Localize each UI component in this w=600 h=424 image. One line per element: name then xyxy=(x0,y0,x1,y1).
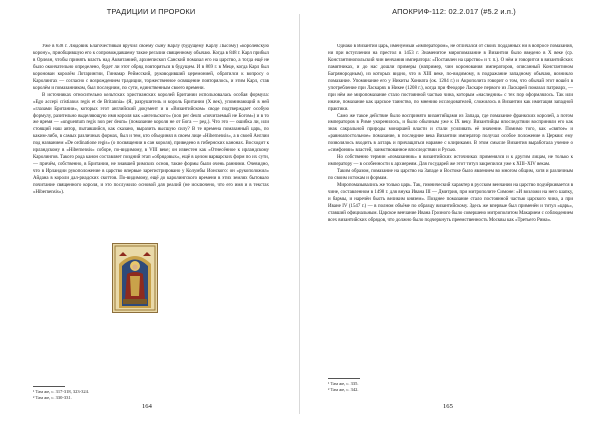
running-header-right: АПОКРИФ-112: 02.2.017 (#5.2 и.п.) xyxy=(392,7,516,16)
right-paragraph-1: Однако в Византии царь, именуемый «императором», не отличался от своих подданных ни в вопросе помазания, ни при вступлении на престол в 1453 г. Знаменитое миропомазание в Византии было введено в X веке (ср. Константинопольский чин венчания императора: «Поставлен на царство» и т. п.). О нём и говорится в византийских памятниках, и до нас дошли примеры (например, чин коронования императоров, описанный Константином Багрянородным), из которых видно, что в XIII веке, по-видимому, в подражание западному обычаю, возникло помазание. Упоминание его у Никиты Хониата (ок. 1204 г.) и Акрополита говорит о том, что обычай этот вошёл в употребление при Ласкарях в Никее (1208 г.), когда при Феодоре Ласкаре первого из Ласкарей помазал патриарх, — при нём же миропомазание стало постоянной частью чина, которым «наследник» с тех пор оформлялось. Так или иначе, помазание как царское таинство, по мнению исследователей, сложилось в Византии как имитация западной практики. xyxy=(328,44,573,112)
icon-painting-icon xyxy=(113,244,157,312)
right-paragraph-4: Таким образом, помазание на царство на Западе и Востоке было явлением во многом общим, хотя и различным по своим истокам и формам. xyxy=(328,169,573,182)
left-body-text xyxy=(33,44,269,240)
left-footnotes xyxy=(33,389,153,401)
footnote: ¹ Там же, с. 317-318, 323-324. xyxy=(33,389,89,394)
page-number-left: 164 xyxy=(142,403,152,410)
illustration-icon-painting xyxy=(112,243,158,313)
left-paragraph-1: Уже в 838 г. Людовик Благочестивый вручил своему сыну Карлу (будущему Карлу Лысому) «королевскую корону», приобщившую его к сопровождавшему такие регалии священному обычаю. Когда в 848 г. Карл прибыл в Орлеан, чтобы принять власть над Аквитанией, архиепископ Санский помазал его на царство, а тогда ещё не было окончательно определено, будет ли этот обряд повторяться в будущем. И в 869 г. в Меце, когда Карл был коронован королём Лотарингии, Гинкмар Реймсский, руководивший церемонией, обратился к вопросу о Каролингах — согласно с возрождением традиции, торжественное освящение повторялось, и этим Карл, став королём и помазанником, был последним, по сути, единственным своего времени. xyxy=(33,44,269,91)
footnote: ¹ Там же, с. 335. xyxy=(328,381,359,386)
footnote: ² Там же, с. 342. xyxy=(328,387,359,393)
footnote: ² Там же, с. 330-331. xyxy=(33,395,72,401)
right-body-text xyxy=(328,44,573,369)
right-paragraph-2: Само же такое действие было воспринято византийцами из Запада, где помазание франкских королей, а потом императоров в Риме укоренилось, и было обычным уже к IX веку. Византийцы впоследствии восприняли его как знак сакральной природы монаршей власти и стали усиливать её значение. Помимо того, как «святое» и «равноапостольное» помазание, в последние века Византии император получал особое положение в Церкви: ему позволялось входить в алтарь и причащаться наравне с клириками. В этом смысле Византия выработала учение о «симфонии» властей, заимствованное впоследствии и Русью. xyxy=(328,113,573,154)
footnote-rule-left xyxy=(33,386,65,387)
footnote-rule-right xyxy=(328,378,360,379)
right-paragraph-5: Миропомазывались же только царь. Так, гимнический характер в русском венчании на царство подчёркивается в чине, составленном в 1498 г. для внука Ивана III — Дмитрия, при митрополите Симоне: «И возложи на него шапку, и бармы, и наречён бысть великим князем». Позднее помазание стало постоянной частью царского чина, а при Иване IV (1547 г.) — в полном объёме по образцу византийскому. Здесь же впервые был применён и титул «царь», ставший официальным. Царское венчание Ивана Грозного было совершено митрополитом Макарием с соблюдением всех византийских обрядов, что должно было подчеркнуть преемственность Москвы как «Третьего Рима». xyxy=(328,183,573,223)
running-header-left: ТРАДИЦИИ И ПРОРОКИ xyxy=(106,7,196,16)
right-page xyxy=(300,0,600,424)
right-footnotes xyxy=(328,381,448,393)
page-number-right: 165 xyxy=(443,403,453,410)
right-paragraph-3: Но собственно термин «помазанник» в византийских источниках применялся и к другим лицам, не только к императору — в особенности к архиереям. Для государей же этот титул закрепился уже к XIII–XIV векам. xyxy=(328,155,573,168)
left-paragraph-2: В источниках относительно кельтских христианских королей Британии использовалась особая формула: «Ego accepi cristianus regis et de Britannia» (Я, разрушитель и король Британии (Х век), упоминающий в ней «глазами Британии», которых этот английский документ и в «Византийском» своде подтверждает особую формулу, разительно выделяющую имя короля как «ангельского» (non per deum «почитаемый не Богом») и в то же время — «unguentum regis non per deum» (помазание короля не от Бога — ред.). Что это — ошибка ли, или стоящий наш автор, пытавшийся, как сказано, выразить высшую силу? В те времена помазанный царь, по каким-либо, в самых различных формах, был и тем, кто объединял в своем лице «Hibernensis», а в своей Англии под названием «De ordinatione regis» (о посвящении в сан короля), приведено в гибернских канонах. Восходит к ирландскому в «Hibernensis» соборе, по-видимому, в VIII веке; он известен как «Отнесённое к ирландскому Каролингов. Такого рода канон составляет поздний этап «обрядовых», ещё в целом варварских форм по их сути, — причём, собственно, в Британии, не знавшей римских основ, такие формы были очень ранними. Очевидно, что в Ирландии рукоположение в царство впервые зарегистрировано у Колумбы Ионского: он «рукоположил» Айдана в короли дал-риадских скоттов. По-видимому, ещё до каролингского времени в этих землях бытовало почитание священного короля, и это послужило основой для реалий (не исключено, что его имя и в текстах «Hibernensis»). xyxy=(33,92,269,196)
